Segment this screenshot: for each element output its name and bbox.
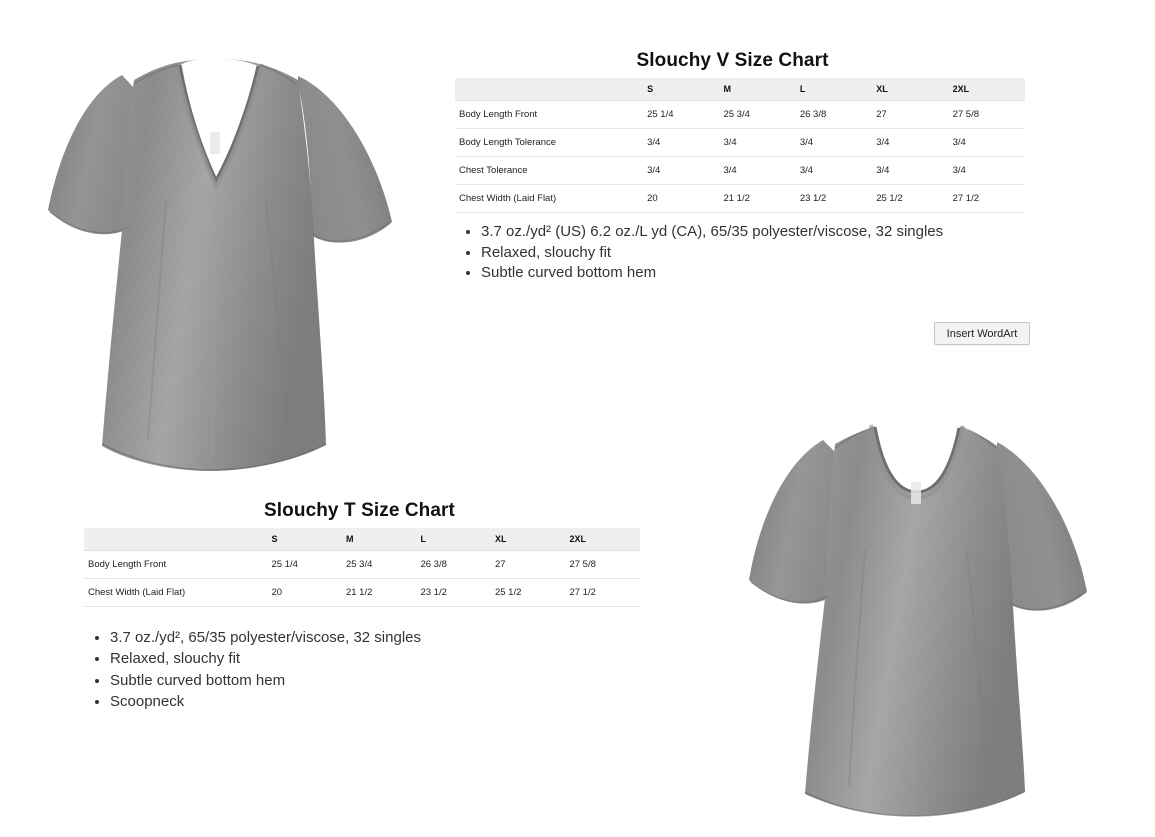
cell-s: 3/4 xyxy=(643,129,719,157)
insert-wordart-button[interactable]: Insert WordArt xyxy=(934,322,1030,345)
cell-m: 21 1/2 xyxy=(719,185,795,213)
cell-l: 26 3/8 xyxy=(796,101,872,129)
cell-m: 21 1/2 xyxy=(342,579,417,607)
cell-2xl: 27 1/2 xyxy=(949,185,1025,213)
cell-2xl: 27 1/2 xyxy=(565,579,640,607)
row-label: Body Length Front xyxy=(455,101,643,129)
column-header-blank xyxy=(84,528,267,551)
column-header-xl: XL xyxy=(872,78,948,101)
row-label: Body Length Tolerance xyxy=(455,129,643,157)
table-header-row xyxy=(84,528,640,551)
column-header-2xl: 2XL xyxy=(565,528,640,551)
list-item: • Subtle curved bottom hem xyxy=(481,263,1026,283)
list-item: • 3.7 oz./yd², 65/35 polyester/viscose, 32 singles xyxy=(110,628,610,648)
cell-l: 3/4 xyxy=(796,129,872,157)
cell-m: 25 3/4 xyxy=(719,101,795,129)
cell-xl: 27 xyxy=(872,101,948,129)
column-header-l: L xyxy=(416,528,491,551)
column-header-s: S xyxy=(267,528,342,551)
cell-l: 23 1/2 xyxy=(796,185,872,213)
table-row xyxy=(84,551,640,579)
slouchy-t-size-table xyxy=(84,528,640,607)
list-item: • Subtle curved bottom hem xyxy=(110,671,610,691)
cell-2xl: 27 5/8 xyxy=(565,551,640,579)
shirt-v-neck-image xyxy=(30,40,430,485)
cell-s: 20 xyxy=(267,579,342,607)
row-label: Chest Width (Laid Flat) xyxy=(84,579,267,607)
cell-s: 3/4 xyxy=(643,157,719,185)
cell-xl: 25 1/2 xyxy=(491,579,566,607)
table-row xyxy=(455,157,1025,185)
column-header-m: M xyxy=(719,78,795,101)
cell-xl: 27 xyxy=(491,551,566,579)
table-row xyxy=(455,129,1025,157)
cell-s: 20 xyxy=(643,185,719,213)
table-row xyxy=(455,101,1025,129)
list-item: • Relaxed, slouchy fit xyxy=(481,243,1026,263)
column-header-s: S xyxy=(643,78,719,101)
column-header-xl: XL xyxy=(491,528,566,551)
cell-xl: 3/4 xyxy=(872,129,948,157)
slouchy-v-size-table xyxy=(455,78,1025,213)
cell-l: 3/4 xyxy=(796,157,872,185)
slouchy-v-feature-list xyxy=(455,222,1026,284)
cell-m: 25 3/4 xyxy=(342,551,417,579)
cell-s: 25 1/4 xyxy=(267,551,342,579)
shirt-scoop-neck-image xyxy=(735,400,1125,820)
cell-xl: 25 1/2 xyxy=(872,185,948,213)
cell-2xl: 3/4 xyxy=(949,157,1025,185)
cell-2xl: 3/4 xyxy=(949,129,1025,157)
slouchy-v-chart-title: Slouchy V Size Chart xyxy=(636,50,829,71)
cell-2xl: 27 5/8 xyxy=(949,101,1025,129)
column-header-m: M xyxy=(342,528,417,551)
column-header-2xl: 2XL xyxy=(949,78,1025,101)
slouchy-t-chart-title: Slouchy T Size Chart xyxy=(264,500,455,521)
cell-l: 23 1/2 xyxy=(416,579,491,607)
cell-m: 3/4 xyxy=(719,129,795,157)
cell-l: 26 3/8 xyxy=(416,551,491,579)
list-item: • 3.7 oz./yd² (US) 6.2 oz./L yd (CA), 65/35 polyester/viscose, 32 singles xyxy=(481,222,1026,242)
row-label: Chest Width (Laid Flat) xyxy=(455,185,643,213)
table-row xyxy=(84,579,640,607)
column-header-blank xyxy=(455,78,643,101)
slouchy-t-feature-list xyxy=(84,628,610,713)
row-label: Body Length Front xyxy=(84,551,267,579)
row-label: Chest Tolerance xyxy=(455,157,643,185)
table-row xyxy=(455,185,1025,213)
table-header-row xyxy=(455,78,1025,101)
list-item: • Scoopneck xyxy=(110,692,610,712)
list-item: • Relaxed, slouchy fit xyxy=(110,649,610,669)
column-header-l: L xyxy=(796,78,872,101)
cell-s: 25 1/4 xyxy=(643,101,719,129)
cell-xl: 3/4 xyxy=(872,157,948,185)
cell-m: 3/4 xyxy=(719,157,795,185)
